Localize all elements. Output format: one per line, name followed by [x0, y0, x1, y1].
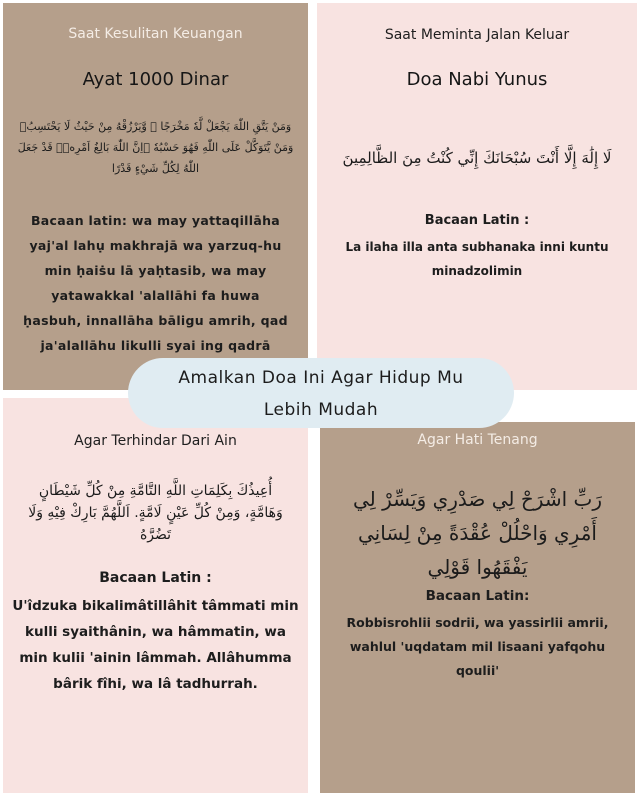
card-heading: Ayat 1000 Dinar [82, 69, 229, 90]
card-doa-nabi-yunus [317, 3, 637, 390]
latin-text: U'îdzuka bikalimâtillâhit tâmmati min kulli syaithânin, wa hâmmatin, wa min kulii 'ainin lâmmah. Allâhumma bârik fîhi, wa lâ tadhurrah. [12, 598, 299, 692]
arabic-text: أُعِيذُكَ بِكَلِمَاتِ اللَّهِ التَّامَّةِ مِنْ كُلِّ شَيْطَانٍ وَهَامَّةٍ، وَمِنْ كُلِّ عَيْنٍ لَامَّةٍ. اَللَّهُمَّ بَارِكْ فِيْهِ وَلَا تَضُرَّهُ [28, 483, 283, 543]
arabic-text: رَبِّ اشْرَحْ لِي صَدْرِي وَيَسِّرْ لِي أَمْرِي وَاحْلُلْ عُقْدَةً مِنْ لِسَانِي يَفْقَهُوا قَوْلِي [353, 487, 602, 579]
card-ayat-1000-dinar [3, 3, 308, 390]
banner-line-1: Amalkan Doa Ini Agar Hidup Mu [178, 368, 464, 388]
card-terhindar-ain [3, 398, 308, 793]
latin-subheading: Bacaan Latin: [425, 588, 530, 604]
card-label: Agar Hati Tenang [417, 432, 538, 448]
latin-text: Bacaan latin: wa may yattaqillāha yaj'al lahụ makhrajā wa yarzuq-hu min ḥaiṡu lā yaḥtasib, wa may yatawakkal 'alallāhi fa huwa ḥasbuh, innallāha bāligu amrih, qad ja'alallāhu likulli syai ing qadrā [23, 213, 288, 353]
card-hati-tenang [320, 422, 635, 793]
latin-subheading: Bacaan Latin : [424, 213, 530, 228]
arabic-text: لَا إِلَٰهَ إِلَّا أَنْتَ سُبْحَانَكَ إِنِّي كُنْتُ مِنَ الظَّالِمِينَ [342, 149, 612, 167]
latin-text: Robbisrohlii sodrii, wa yassirlii amrii, wahlul 'uqdatam mil lisaani yafqohu qoulii' [346, 615, 609, 678]
latin-text: La ilaha illa anta subhanaka inni kuntu minadzolimin [345, 240, 609, 278]
card-label: Saat Meminta Jalan Keluar [384, 27, 570, 43]
latin-subheading: Bacaan Latin : [99, 570, 212, 586]
banner-line-2: Lebih Mudah [263, 400, 379, 420]
arabic-text: وَمَنْ يَتَّقِ اللّٰهَ يَجْعَلْ لَّهٗ مَخْرَجًا ۙ وَّيَرْزُقْهُ مِنْ حَيْثُ لَا يَحْتَسِبُۗ وَمَنْ يَّتَوَكَّلْ عَلَى اللّٰهِ فَهُوَ حَسْبُهٗ ۗاِنَّ اللّٰهَ بَالِغُ اَمْرِهٖۗ قَدْ جَعَلَ اللّٰهُ لِكُلِّ شَيْءٍ قَدْرًا [17, 120, 294, 175]
card-label: Agar Terhindar Dari Ain [74, 433, 237, 449]
card-heading: Doa Nabi Yunus [406, 69, 548, 90]
title-banner [128, 358, 514, 428]
card-label: Saat Kesulitan Keuangan [68, 26, 243, 42]
